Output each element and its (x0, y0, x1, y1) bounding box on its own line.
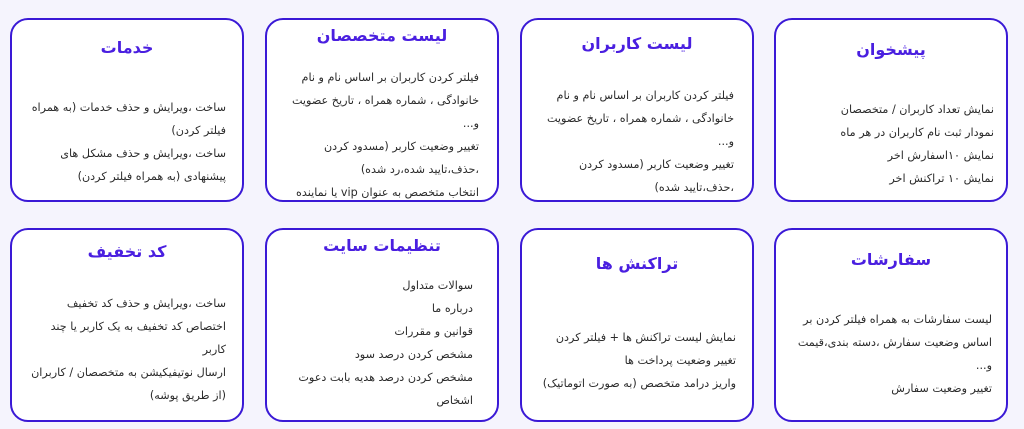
list-item: نمایش ۱۰اسفارش اخر (887, 149, 994, 162)
list-item: اختصاص کد تخفیف به یک کاربر یا چند کاربر (50, 320, 226, 356)
card-items (534, 326, 736, 395)
card-title: پیشخوان (856, 40, 926, 59)
card-title: خدمات (100, 38, 154, 57)
list-item: قوانین و مقررات (394, 325, 473, 338)
card-title: تنظیمات سایت (323, 236, 441, 255)
card-dashboard (774, 18, 1008, 202)
card-title: لیست متخصصان (316, 26, 448, 45)
list-item: نمایش لیست تراکنش ها + فیلتر کردن (555, 331, 736, 344)
list-item: انتخاب متخصص به عنوان vip یا نماینده (296, 186, 479, 199)
list-item: ارسال نوتیفیکیشن به متخصصان / کاربران (از طریق پوشه) (31, 366, 226, 402)
card-title: سفارشات (850, 250, 932, 269)
list-item: ساخت ،ویرایش و حذف خدمات (به همراه فیلتر کردن) (31, 101, 226, 137)
card-experts-list (265, 18, 499, 202)
list-item: واریز درامد متخصص (به صورت اتوماتیک) (542, 377, 736, 390)
list-item: لیست سفارشات به همراه فیلتر کردن بر اساس وضعیت سفارش ،دسته بندی،قیمت و... (797, 313, 992, 372)
card-site-settings (265, 228, 499, 422)
list-item: نمایش تعداد کاربران / متخصصان (840, 103, 994, 116)
list-item: تغییر وضعیت کاربر (مسدود کردن ،حذف،تایید شده،رد شده) (323, 140, 479, 176)
list-item: مشخص کردن درصد سود (354, 348, 473, 361)
card-transactions (520, 228, 754, 422)
list-item: ساخت ،ویرایش و حذف کد تخفیف (66, 297, 226, 310)
card-items (281, 66, 479, 204)
list-item: درباره ما (431, 302, 473, 315)
list-item: تغییر وضعیت پرداخت ها (624, 354, 736, 367)
card-users-list (520, 18, 754, 202)
list-item: فیلتر کردن کاربران بر اساس نام و نام خانوادگی ، شماره همراه ، تاریخ عضویت و... (546, 89, 734, 148)
list-item: نمودار ثبت نام کاربران در هر ماه (840, 126, 994, 139)
list-item: نمایش ۱۰ تراکنش اخر (889, 172, 994, 185)
card-orders (774, 228, 1008, 422)
card-discount-code (10, 228, 244, 422)
list-item: تغییر وضعیت کاربر (مسدود کردن ،حذف،تایید شده) (578, 158, 734, 194)
card-items (24, 292, 226, 407)
card-title: لیست کاربران (581, 34, 693, 53)
card-items (788, 308, 992, 400)
card-title: کد تخفیف (87, 242, 167, 261)
card-items (538, 84, 734, 199)
card-title: تراکنش ها (595, 254, 679, 273)
card-items (26, 96, 226, 188)
card-services (10, 18, 244, 202)
card-items (788, 98, 994, 190)
list-item: مشخص کردن درصد هدیه بابت دعوت اشخاص (298, 371, 473, 407)
list-item: فیلتر کردن کاربران بر اساس نام و نام خانوادگی ، شماره همراه ، تاریخ عضویت و... (291, 71, 479, 130)
list-item: ساخت ،ویرایش و حذف مشکل های پیشنهادی (به همراه فیلتر کردن) (60, 147, 226, 183)
card-items (291, 274, 473, 412)
list-item: تغییر وضعیت سفارش (891, 382, 992, 395)
list-item: سوالات متداول (402, 279, 473, 292)
